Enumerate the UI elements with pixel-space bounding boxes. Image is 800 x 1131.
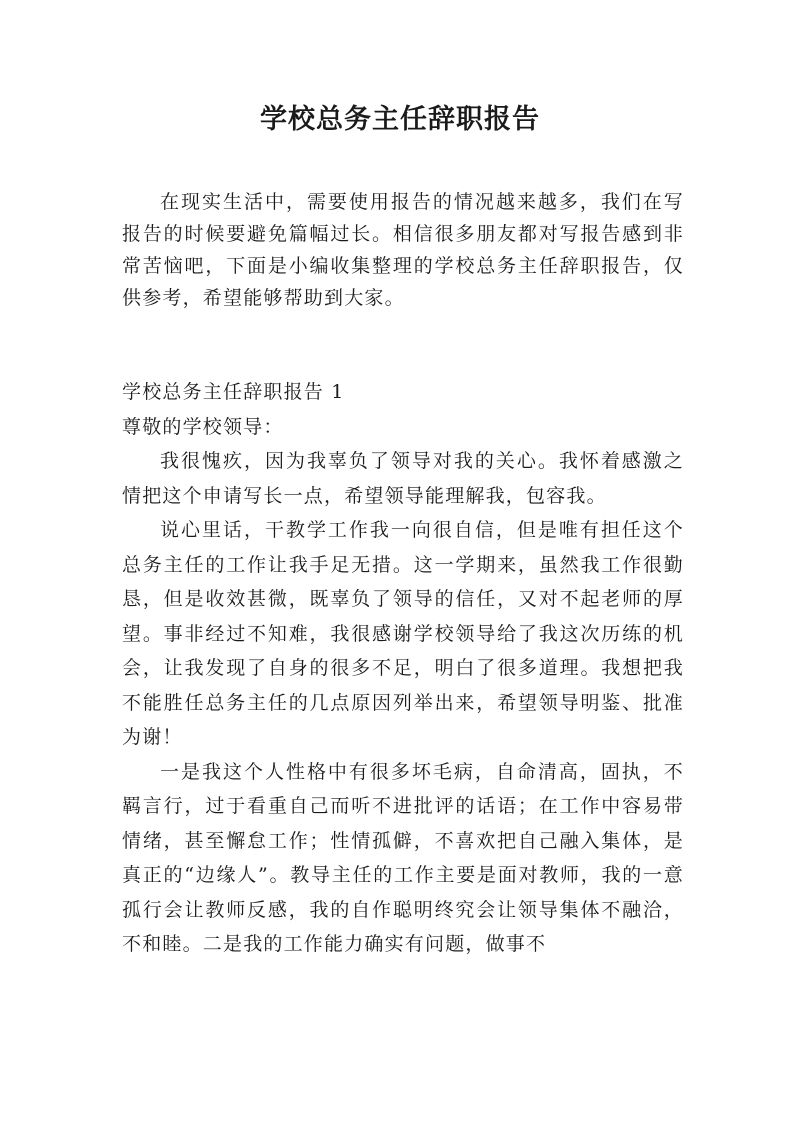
intro-section — [122, 186, 684, 314]
body-paragraph-1: 我很愧疚，因为我辜负了领导对我的关心。我怀着感激之情把这个申请写长一点，希望领导能理解我，包容我。 — [122, 450, 684, 507]
report-body — [122, 375, 684, 962]
document-title: 学校总务主任辞职报告 — [260, 104, 540, 135]
section-heading: 学校总务主任辞职报告 1 — [122, 381, 345, 403]
salutation: 尊敬的学校领导： — [122, 415, 284, 438]
intro-paragraph: 在现实生活中，需要使用报告的情况越来越多，我们在写报告的时候要避免篇幅过长。相信很多朋友都对写报告感到非常苦恼吧，下面是小编收集整理的学校总务主任辞职报告，仅供参考，希望能够帮助到大家。 — [122, 191, 684, 309]
body-paragraph-2: 说心里话，干教学工作我一向很自信，但是唯有担任这个总务主任的工作让我手足无措。这一学期来，虽然我工作很勤恳，但是收效甚微，既辜负了领导的信任，又对不起老师的厚望。事非经过不知难，我很感谢学校领导给了我这次历练的机会，让我发现了自身的很多不足，明白了很多道理。我想把我不能胜任总务主任的几点原因列举出来，希望领导明鉴、批准为谢！ — [122, 519, 684, 748]
body-paragraph-3: 一是我这个人性格中有很多坏毛病，自命清高，固执，不羁言行，过于看重自己而听不进批评的话语；在工作中容易带情绪，甚至懈怠工作；性情孤僻，不喜欢把自己融入集体，是真正的“边缘人”。教导主任的工作主要是面对教师，我的一意孤行会让教师反感，我的自作聪明终究会让领导集体不融洽，不和睦。二是我的工作能力确实有问题，做事不 — [122, 760, 684, 955]
